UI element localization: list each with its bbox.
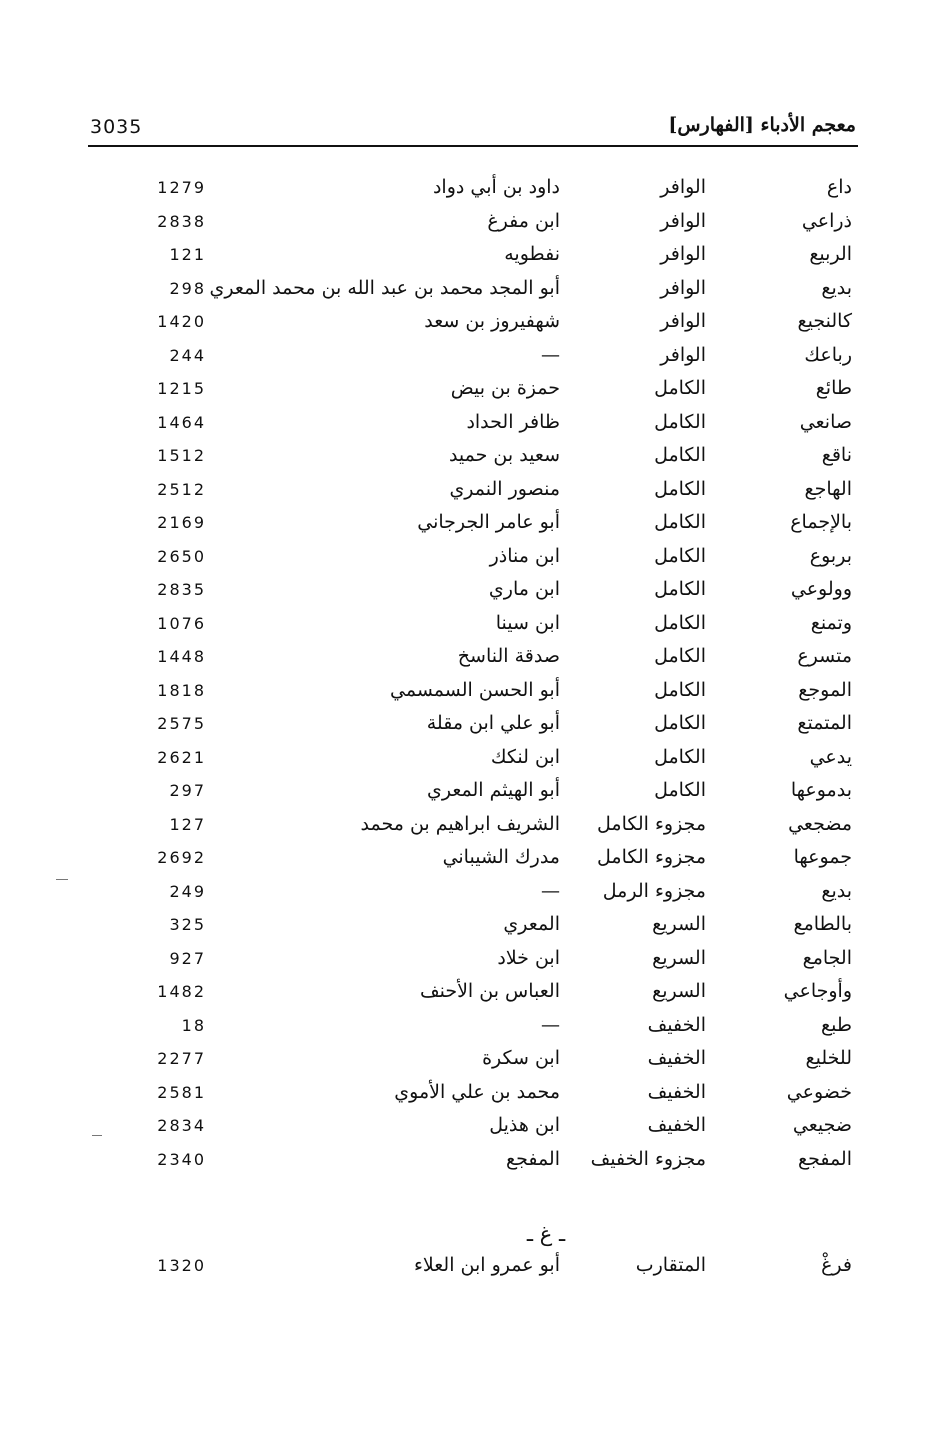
page-reference: 1464: [157, 412, 206, 432]
rhyme-word: مضجعي: [788, 812, 852, 835]
page-reference: 297: [169, 781, 206, 800]
index-row: [0, 746, 932, 780]
poetic-meter: الكامل: [654, 611, 706, 634]
index-row: [0, 1114, 932, 1148]
index-row: [0, 813, 932, 847]
poet-name: مدرك الشيباني: [442, 846, 560, 868]
index-row: [0, 880, 932, 914]
rhyme-word: بدموعها: [790, 779, 852, 801]
poetic-meter: مجزوء الكامل: [597, 812, 706, 835]
poet-name: سعيد بن حميد: [448, 444, 560, 466]
rhyme-word: الربيع: [809, 243, 852, 265]
index-row: [0, 511, 932, 545]
rhyme-word: طائع: [815, 377, 852, 399]
book-title: معجم الأدباء [الفهارس]: [668, 114, 856, 136]
page-reference: 927: [169, 948, 206, 968]
poetic-meter: الكامل: [654, 444, 706, 466]
poet-name: أبو المجد محمد بن عبد الله بن محمد المعري: [209, 276, 560, 299]
index-row: [0, 712, 932, 746]
page-reference: 249: [169, 881, 206, 901]
index-row: [0, 645, 932, 679]
poetic-meter: الوافر: [660, 343, 706, 366]
poetic-meter: الكامل: [654, 645, 706, 667]
page-header: [88, 112, 856, 146]
index-row: [0, 1014, 932, 1048]
index-row: [0, 1047, 932, 1081]
poetic-meter: الوافر: [660, 243, 706, 265]
poet-name: —: [541, 879, 560, 902]
poetic-meter: مجزوء الخفيف: [590, 1147, 706, 1170]
poetic-meter: الوافر: [660, 209, 706, 232]
poet-name: —: [541, 1013, 560, 1036]
index-row: [0, 1254, 932, 1288]
poetic-meter: الكامل: [654, 578, 706, 600]
page-reference: 1320: [157, 1256, 206, 1275]
page-reference: 298: [169, 278, 206, 298]
rhyme-word: ناقع: [821, 444, 852, 466]
index-row: [0, 679, 932, 713]
poet-name: داود بن أبي دواد: [432, 176, 560, 198]
index-row: [0, 277, 932, 311]
index-row: [0, 176, 932, 210]
rhyme-word: ضجيعي: [792, 1114, 852, 1136]
rhyme-word: صانعي: [799, 410, 852, 433]
rhyme-word: الجامع: [802, 946, 852, 969]
poetic-meter: الخفيف: [647, 1114, 706, 1136]
scan-mark: [92, 1135, 102, 1136]
page-reference: 2512: [157, 479, 206, 499]
index-row: [0, 344, 932, 378]
index-row: [0, 980, 932, 1014]
poetic-meter: الخفيف: [647, 1047, 706, 1069]
rhyme-word: وأوجاعي: [783, 980, 852, 1002]
page-reference: 2575: [157, 714, 206, 733]
poet-name: منصور النمري: [449, 477, 560, 500]
poet-name: نفطويه: [504, 243, 560, 265]
rhyme-word: متسرع: [797, 645, 852, 667]
page-reference: 18: [181, 1015, 206, 1035]
poet-name: أبو عامر الجرجاني: [417, 511, 560, 533]
index-row: [0, 1148, 932, 1182]
index-row: [0, 846, 932, 880]
poet-name: ابن هذيل: [489, 1114, 560, 1136]
poetic-meter: الوافر: [660, 176, 706, 198]
index-row: [0, 545, 932, 579]
page-reference: 121: [169, 245, 206, 264]
index-row: [0, 947, 932, 981]
rhyme-word: فرغْ: [821, 1254, 852, 1276]
poet-name: ابن مناذر: [489, 544, 560, 567]
index-row: [0, 779, 932, 813]
rhyme-word: وتمنع: [810, 611, 852, 634]
page-reference: 2340: [157, 1149, 206, 1169]
poet-name: شهفيروز بن سعد: [424, 310, 560, 332]
poetic-meter: الكامل: [654, 779, 706, 801]
poet-name: ابن مفرغ: [487, 209, 560, 232]
poetic-meter: الخفيف: [647, 1080, 706, 1103]
section-letter: ـ غ ـ: [526, 1222, 566, 1246]
rhyme-word: رباعك: [804, 343, 852, 366]
poet-name: أبو عمرو ابن العلاء: [413, 1254, 560, 1276]
index-row: [0, 377, 932, 411]
poetic-meter: المتقارب: [635, 1254, 706, 1276]
rhyme-word: بالطامع: [793, 913, 852, 935]
poet-name: أبو الحسن السمسمي: [390, 678, 560, 701]
poet-name: ابن سينا: [495, 611, 560, 634]
page-reference: 1420: [157, 312, 206, 331]
header-rule: [88, 145, 858, 147]
poetic-meter: الوافر: [660, 276, 706, 299]
poet-name: المفجع: [505, 1147, 560, 1170]
poet-name: ابن خلاد: [497, 946, 560, 969]
rhyme-word: جموعها: [793, 846, 852, 868]
poetic-meter: الكامل: [654, 511, 706, 533]
page-reference: 1818: [157, 680, 206, 700]
poetic-meter: السريع: [652, 980, 706, 1002]
index-row: [0, 210, 932, 244]
page-reference: 2838: [157, 211, 206, 231]
poetic-meter: الكامل: [654, 544, 706, 567]
rhyme-word: وولوعي: [790, 578, 852, 600]
poetic-meter: الكامل: [654, 712, 706, 734]
page-reference: 1482: [157, 982, 206, 1001]
rhyme-word: ذراعي: [801, 209, 852, 232]
page-reference: 2835: [157, 580, 206, 599]
page-reference: 2581: [157, 1082, 206, 1102]
page-reference: 1076: [157, 613, 206, 633]
rhyme-word: طبع: [821, 1013, 852, 1036]
poet-name: العباس بن الأحنف: [419, 980, 560, 1002]
page-reference: 2277: [157, 1049, 206, 1068]
rhyme-word: خضوعي: [786, 1080, 852, 1103]
rhyme-word: بديع: [821, 879, 852, 902]
poet-name: محمد بن علي الأموي: [394, 1080, 560, 1103]
rhyme-word: يدعي: [809, 745, 852, 768]
page-reference: 1279: [157, 178, 206, 197]
index-row: [0, 310, 932, 344]
poet-name: ظافر الحداد: [466, 410, 560, 433]
rhyme-word: بالإجماع: [790, 511, 852, 533]
rhyme-word: المتمتع: [797, 712, 852, 734]
poet-name: —: [541, 343, 560, 366]
poetic-meter: الكامل: [654, 410, 706, 433]
index-row: [0, 243, 932, 277]
poetic-meter: السريع: [652, 946, 706, 969]
index-row: [0, 578, 932, 612]
page-reference: 1448: [157, 647, 206, 666]
page-reference: 2692: [157, 848, 206, 867]
page-reference: 2834: [157, 1116, 206, 1135]
poet-name: حمزة بن بيض: [450, 377, 560, 399]
rhyme-word: داع: [826, 176, 852, 198]
poetic-meter: الوافر: [660, 310, 706, 332]
rhyme-word: الموجع: [798, 678, 852, 701]
page-reference: 2650: [157, 546, 206, 566]
page-reference: 244: [169, 345, 206, 365]
index-row: [0, 913, 932, 947]
poetic-meter: الكامل: [654, 678, 706, 701]
poet-name: ابن ماري: [488, 578, 560, 600]
poetic-meter: الخفيف: [647, 1013, 706, 1036]
index-row: [0, 411, 932, 445]
poetic-meter: السريع: [652, 913, 706, 935]
poetic-meter: الكامل: [654, 745, 706, 768]
rhyme-word: كالنجيع: [797, 310, 852, 332]
index-row: [0, 1081, 932, 1115]
index-row: [0, 612, 932, 646]
page-number: 3035: [90, 116, 143, 138]
index-row: [0, 444, 932, 478]
poet-name: أبو علي ابن مقلة: [426, 712, 560, 734]
rhyme-word: المفجع: [797, 1147, 852, 1170]
page-reference: 325: [169, 915, 206, 934]
poet-name: ابن لنكك: [490, 745, 560, 768]
poetic-meter: الكامل: [654, 477, 706, 500]
poetic-meter: مجزوء الكامل: [597, 846, 706, 868]
rhyme-word: بديع: [821, 276, 852, 299]
page-reference: 2621: [157, 747, 206, 767]
poetic-meter: الكامل: [654, 377, 706, 399]
rhyme-word: بربوع: [809, 544, 852, 567]
page-reference: 2169: [157, 513, 206, 532]
index-row: [0, 478, 932, 512]
page-reference: 1215: [157, 379, 206, 398]
rhyme-word: للخليع: [805, 1047, 852, 1069]
poet-name: الشريف ابراهيم بن محمد: [360, 812, 560, 835]
poet-name: المعري: [503, 913, 560, 935]
page-reference: 1512: [157, 446, 206, 465]
page-reference: 127: [169, 814, 206, 834]
poet-name: ابن سكرة: [482, 1047, 560, 1069]
poet-name: صدقة الناسخ: [457, 645, 560, 667]
poet-name: أبو الهيثم المعري: [427, 779, 560, 801]
scan-mark: [56, 879, 68, 880]
poetic-meter: مجزوء الرمل: [602, 879, 706, 902]
rhyme-word: الهاجع: [804, 477, 852, 500]
